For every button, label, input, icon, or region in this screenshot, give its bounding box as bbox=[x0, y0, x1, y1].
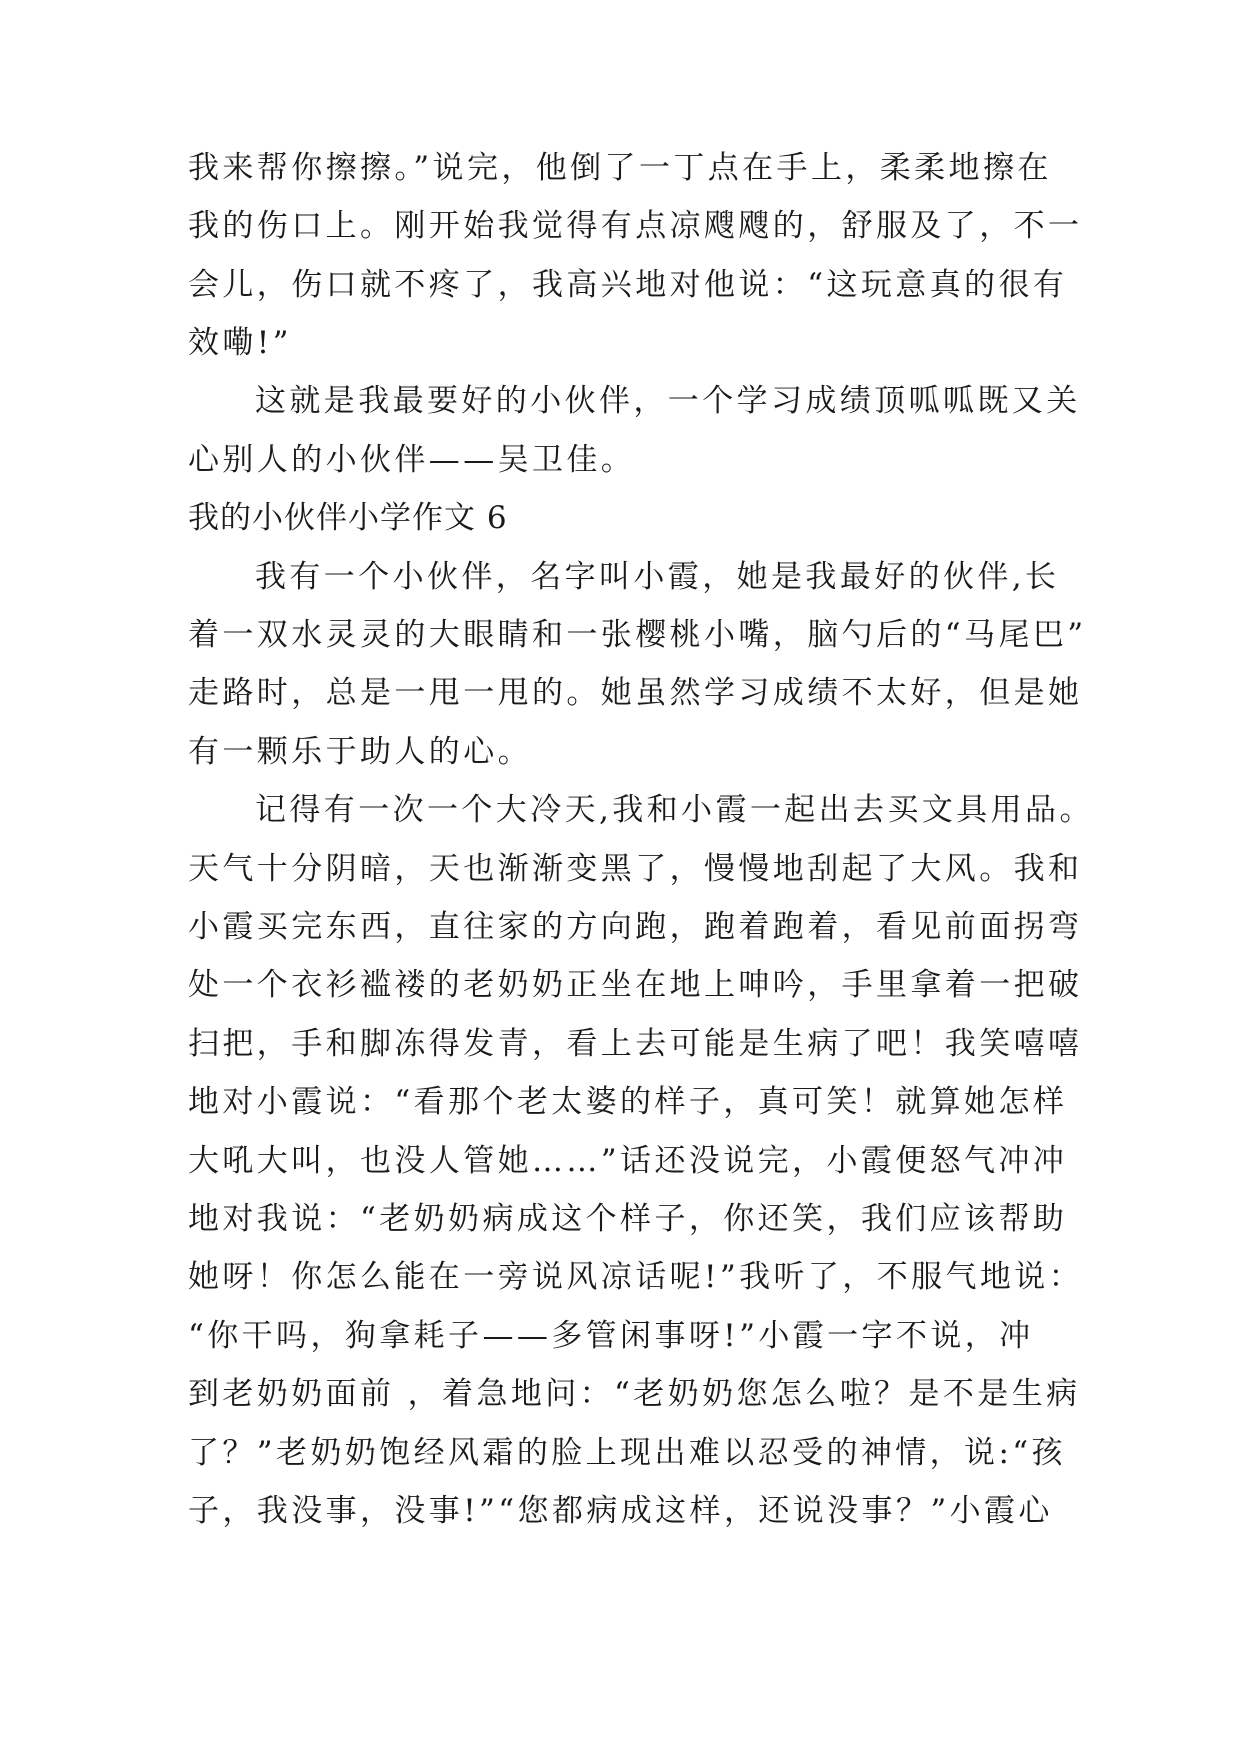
text-line: 她呀！你怎么能在一旁说风凉话呢!”我听了，不服气地说： bbox=[188, 1259, 1084, 1295]
text-line: 地对我说：“老奶奶病成这个样子，你还笑，我们应该帮助 bbox=[188, 1201, 1068, 1237]
text-line: 到老奶奶面前 ，着急地问：“老奶奶您怎么啦？是不是生病 bbox=[188, 1376, 1081, 1412]
text-line: 大吼大叫，也没人管她……”话还没说完，小霞便怒气冲冲 bbox=[188, 1143, 1068, 1179]
text-line: 这就是我最要好的小伙伴，一个学习成绩顶呱呱既又关 bbox=[255, 383, 1081, 419]
text-line: 小霞买完东西，直往家的方向跑，跑着跑着，看见前面拐弯 bbox=[188, 909, 1083, 945]
text-line: 会儿，伤口就不疼了，我高兴地对他说：“这玩意真的很有 bbox=[188, 267, 1068, 303]
text-line: 心别人的小伙伴——吴卫佳。 bbox=[188, 442, 636, 478]
text-line: 记得有一次一个大冷天,我和小霞一起出去买文具用品。 bbox=[255, 792, 1094, 828]
text-line: 着一双水灵灵的大眼睛和一张樱桃小嘴，脑勺后的“马尾巴” bbox=[188, 617, 1087, 653]
text-line: 我来帮你擦擦。”说完，他倒了一丁点在手上，柔柔地擦在 bbox=[188, 150, 1052, 186]
text-line: 我的伤口上。刚开始我觉得有点凉飕飕的，舒服及了，不一 bbox=[188, 208, 1083, 244]
text-line: 子，我没事，没事!”“您都病成这样，还说没事？”小霞心 bbox=[188, 1493, 1053, 1529]
section-heading: 我的小伙伴小学作文 6 bbox=[188, 500, 508, 536]
text-line: 效嘞!” bbox=[188, 325, 292, 361]
text-line: 有一颗乐于助人的心。 bbox=[188, 734, 532, 770]
text-line: 地对小霞说：“看那个老太婆的样子，真可笑！就算她怎样 bbox=[188, 1084, 1068, 1120]
text-line: “你干吗，狗拿耗子——多管闲事呀!”小霞一字不说，冲 bbox=[188, 1318, 1034, 1354]
text-line: 走路时，总是一甩一甩的。她虽然学习成绩不太好，但是她 bbox=[188, 675, 1083, 711]
text-line: 扫把，手和脚冻得发青，看上去可能是生病了吧！我笑嘻嘻 bbox=[188, 1026, 1083, 1062]
text-line: 天气十分阴暗，天也渐渐变黑了，慢慢地刮起了大风。我和 bbox=[188, 851, 1083, 887]
text-line: 处一个衣衫褴褛的老奶奶正坐在地上呻吟，手里拿着一把破 bbox=[188, 967, 1083, 1003]
text-line: 了？”老奶奶饱经风霜的脸上现出难以忍受的神情，说:“孩 bbox=[188, 1435, 1066, 1471]
text-line: 我有一个小伙伴，名字叫小霞，她是我最好的伙伴,长 bbox=[255, 559, 1060, 595]
